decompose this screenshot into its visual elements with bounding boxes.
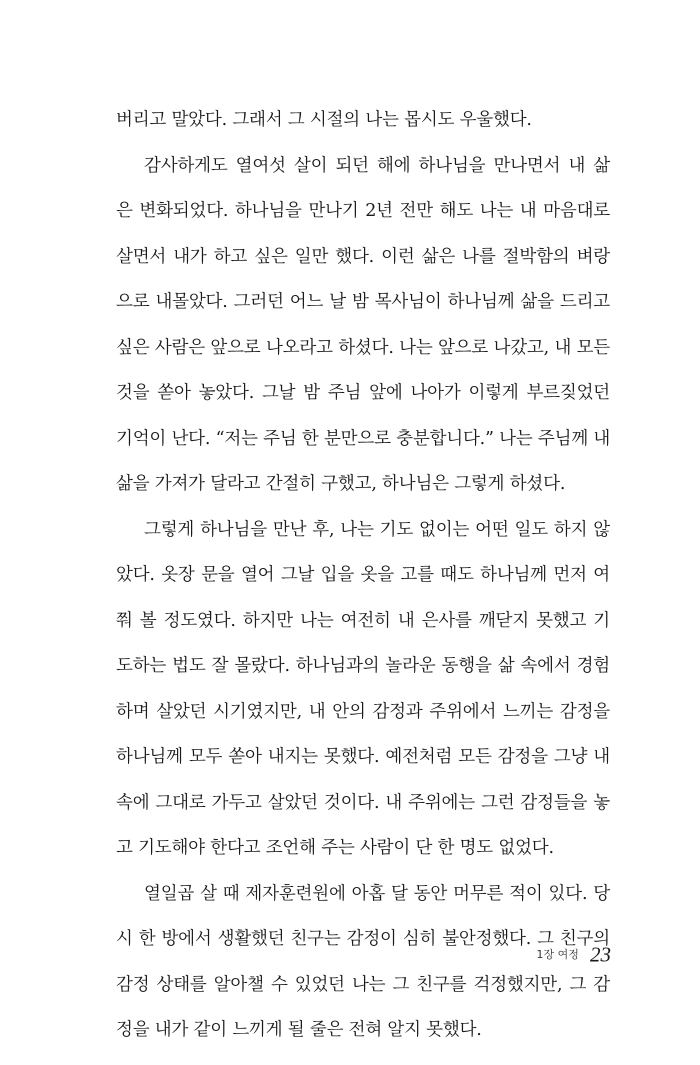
text-line: 정을 내가 같이 느끼게 될 줄은 전혀 알지 못했다.	[116, 1020, 482, 1040]
text-line: 감사하게도 열여섯 살이 되던 해에 하나님을 만나면서 내 삶	[144, 155, 610, 176]
page-footer	[537, 942, 611, 966]
text-line: 감정 상태를 알아챌 수 있었던 나는 그 친구를 걱정했지만, 그 감	[116, 974, 610, 995]
text-line: 버리고 말았다. 그래서 그 시절의 나는 몹시도 우울했다.	[116, 110, 532, 130]
text-line: 하며 살았던 시기였지만, 내 안의 감정과 주위에서 느끼는 감정을	[116, 701, 610, 722]
text-line: 쭤 볼 정도였다. 하지만 나는 여전히 내 은사를 깨닫지 못했고 기	[116, 610, 610, 631]
text-line: 그렇게 하나님을 만난 후, 나는 기도 없이는 어떤 일도 하지 않	[144, 519, 610, 540]
text-line: 하나님께 모두 쏟아 내지는 못했다. 예전처럼 모든 감정을 그냥 내	[116, 747, 610, 767]
text-line: 고 기도해야 한다고 조언해 주는 사람이 단 한 명도 없었다.	[116, 838, 554, 858]
text-line: 살면서 내가 하고 싶은 일만 했다. 이런 삶은 나를 절박함의 벼랑	[116, 246, 610, 267]
text-line: 것을 쏟아 놓았다. 그날 밤 주님 앞에 나아가 이렇게 부르짖었던	[116, 383, 610, 403]
text-line: 도하는 법도 잘 몰랐다. 하나님과의 놀라운 동행을 삶 속에서 경험	[116, 656, 610, 676]
text-line: 삶을 가져가 달라고 간절히 구했고, 하나님은 그렇게 하셨다.	[116, 474, 566, 494]
text-line: 으로 내몰았다. 그러던 어느 날 밤 목사님이 하나님께 삶을 드리고	[116, 292, 610, 312]
body-text	[116, 98, 610, 1054]
text-line: 기억이 난다. “저는 주님 한 분만으로 충분합니다.” 나는 주님께 내	[116, 428, 611, 449]
chapter-label: 1장 여정	[536, 947, 579, 961]
text-line: 은 변화되었다. 하나님을 만나기 2년 전만 해도 나는 내 마음대로	[116, 201, 610, 221]
text-line: 았다. 옷장 문을 열어 그날 입을 옷을 고를 때도 하나님께 먼저 여	[116, 565, 610, 585]
text-line: 싶은 사람은 앞으로 나오라고 하셨다. 나는 앞으로 나갔고, 내 모든	[116, 337, 610, 358]
text-line: 속에 그대로 가두고 살았던 것이다. 내 주위에는 그런 감정들을 놓	[116, 792, 610, 813]
page-number: 23	[590, 942, 611, 967]
text-line: 시 한 방에서 생활했던 친구는 감정이 심히 불안정했다. 그 친구의	[116, 929, 610, 949]
text-line: 열일곱 살 때 제자훈련원에 아홉 달 동안 머무른 적이 있다. 당	[144, 883, 610, 904]
